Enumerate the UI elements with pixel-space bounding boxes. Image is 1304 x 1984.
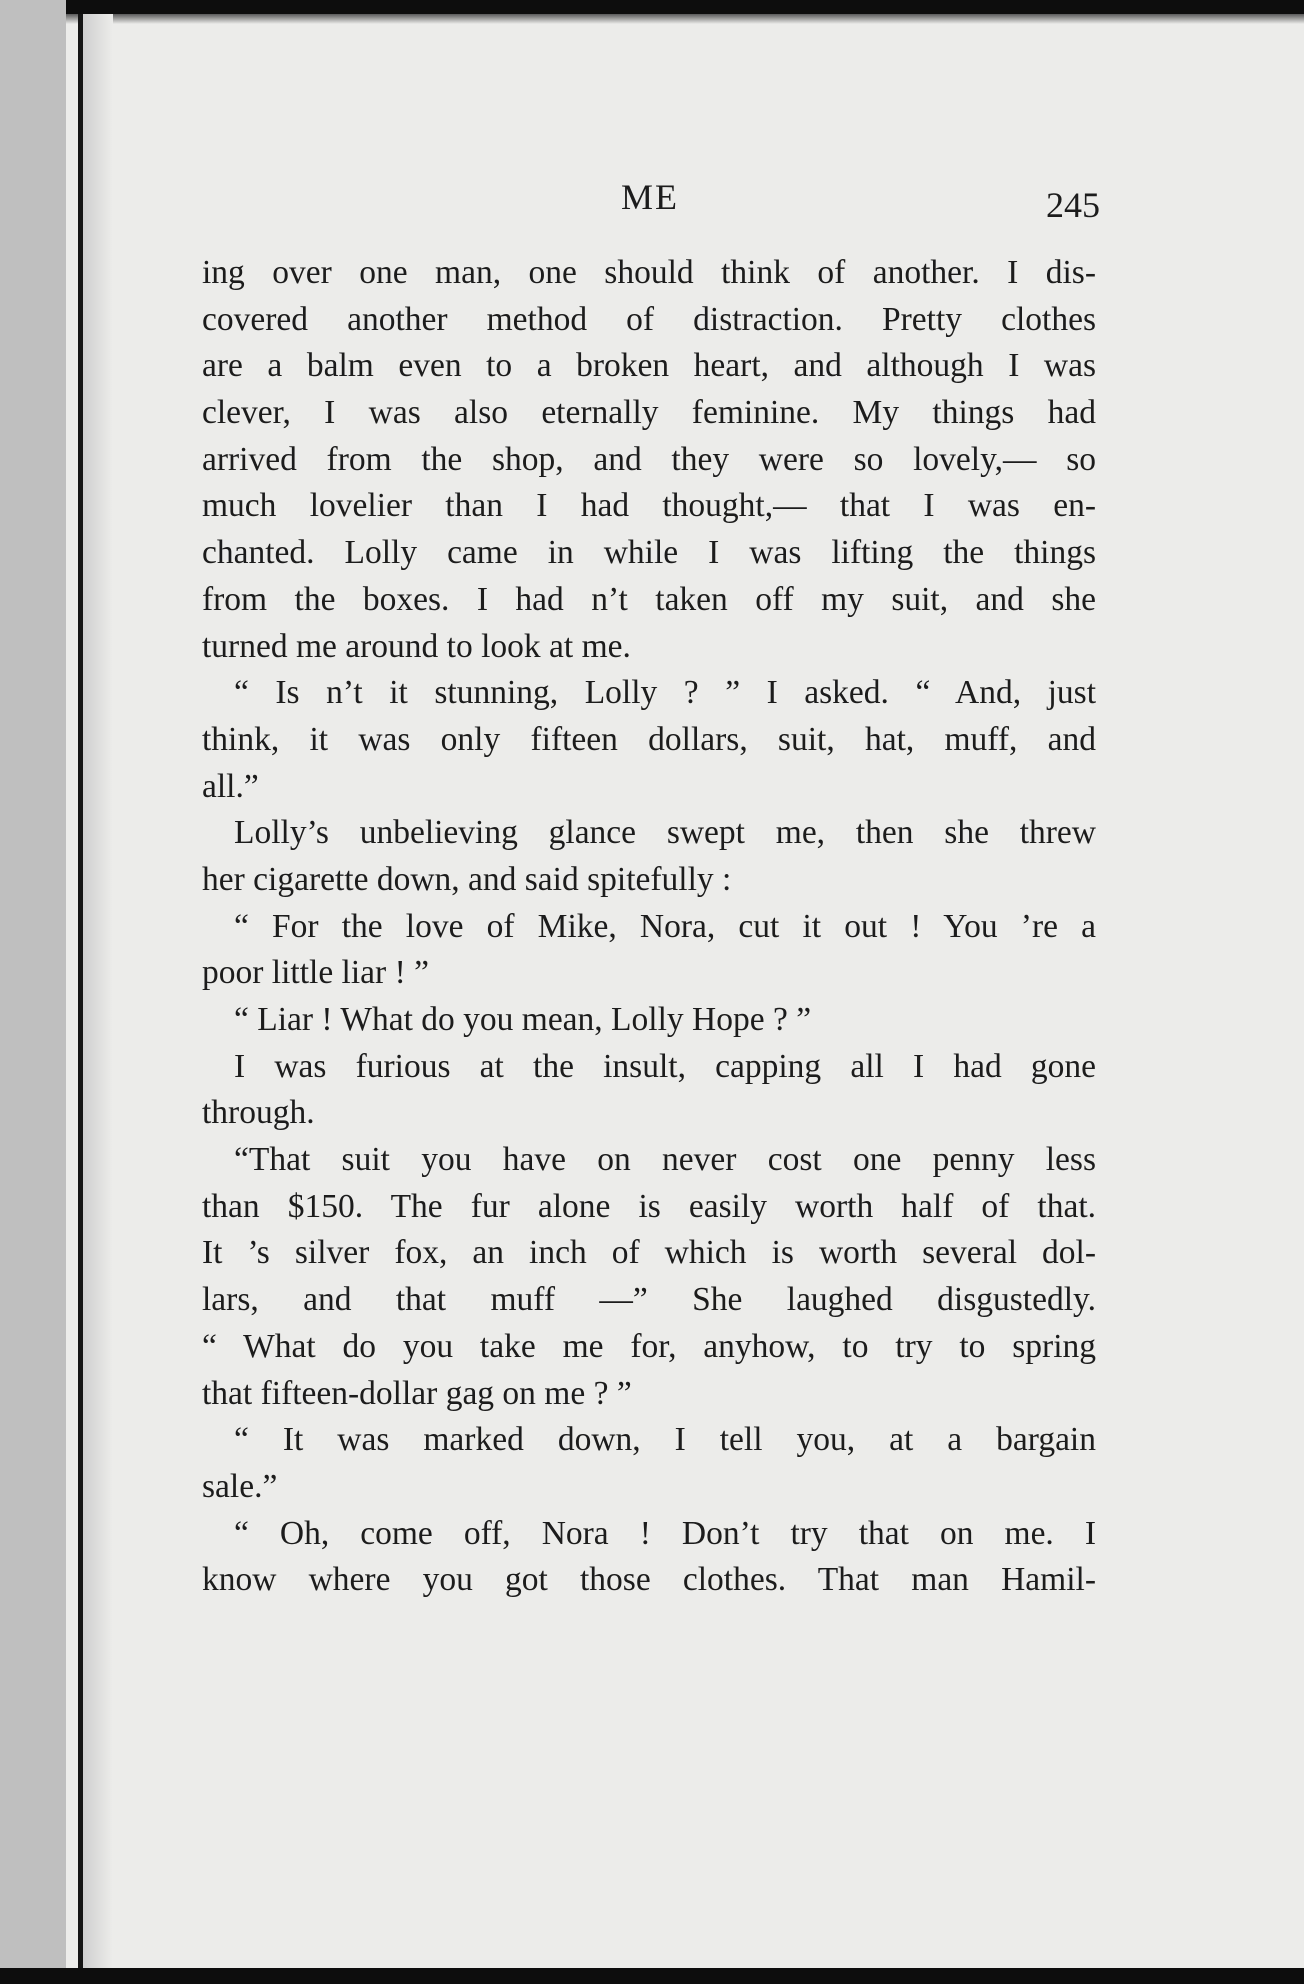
text-line: “ For the love of Mike, Nora, cut it out ! You ’re a [234, 907, 1096, 945]
text-line: all.” [202, 767, 259, 805]
binding-shadow [83, 14, 113, 1970]
text-line: “ It was marked down, I tell you, at a bargain [234, 1421, 1096, 1459]
scan-bottom-border [0, 1968, 1304, 1984]
text-line: “That suit you have on never cost one penny less [234, 1141, 1096, 1179]
text-line: turned me around to look at me. [202, 627, 631, 665]
text-line: ing over one man, one should think of another. I dis- [202, 254, 1096, 291]
text-line: arrived from the shop, and they were so lovely,— so [202, 440, 1096, 478]
scan-top-shadow [0, 14, 1304, 24]
scan-top-border [0, 0, 1304, 14]
text-line: through. [202, 1094, 315, 1132]
page-number: 245 [1046, 185, 1100, 225]
text-line: lars, and that muff —” She laughed disgustedly. [202, 1281, 1096, 1319]
text-line: clever, I was also eternally feminine. My things had [202, 394, 1096, 432]
text-line: are a balm even to a broken heart, and although I was [202, 347, 1096, 385]
text-line: covered another method of distraction. Pretty clothes [202, 300, 1096, 338]
text-line: chanted. Lolly came in while I was lifting the things [202, 534, 1096, 572]
text-line: “ Oh, come off, Nora ! Don’t try that on me. I [234, 1514, 1096, 1552]
text-line: know where you got those clothes. That man Hamil- [202, 1561, 1096, 1599]
text-line: from the boxes. I had n’t taken off my suit, and she [202, 580, 1096, 618]
text-line: poor little liar ! ” [202, 954, 429, 992]
text-line: It ’s silver fox, an inch of which is worth several dol- [202, 1234, 1096, 1272]
body-text [202, 250, 1096, 1604]
text-line: that fifteen-dollar gag on me ? ” [202, 1374, 632, 1412]
text-line: Lolly’s unbelieving glance swept me, then she threw [234, 814, 1096, 852]
page-gutter [0, 0, 66, 1984]
text-line: her cigarette down, and said spitefully : [202, 860, 732, 898]
text-line: much lovelier than I had thought,— that I was en- [202, 487, 1096, 525]
running-title: ME [621, 177, 679, 217]
text-line: sale.” [202, 1467, 278, 1505]
text-line: think, it was only fifteen dollars, suit, hat, muff, and [202, 720, 1096, 758]
text-line: “ Liar ! What do you mean, Lolly Hope ? ” [234, 1001, 812, 1038]
text-line: “ What do you take me for, anyhow, to try to spring [202, 1327, 1096, 1365]
text-line: I was furious at the insult, capping all I had gone [234, 1047, 1096, 1085]
text-line: than $150. The fur alone is easily worth half of that. [202, 1187, 1096, 1225]
running-head [200, 172, 1100, 225]
text-line: “ Is n’t it stunning, Lolly ? ” I asked. “ And, just [234, 674, 1096, 712]
